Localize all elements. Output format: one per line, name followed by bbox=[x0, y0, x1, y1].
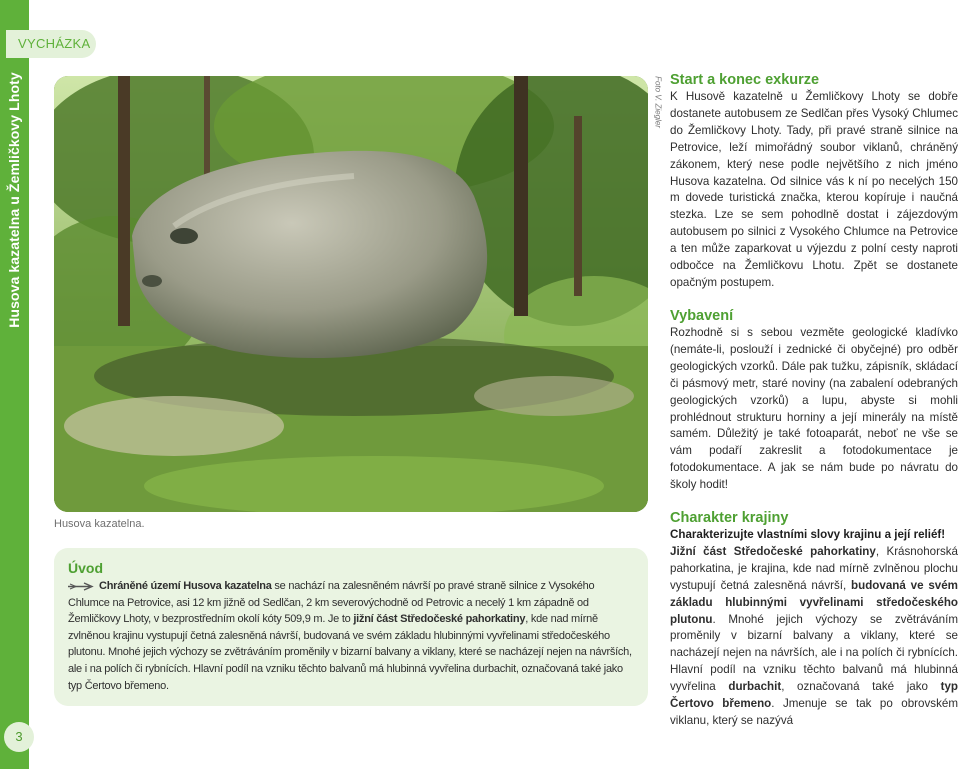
section-tab bbox=[6, 30, 96, 58]
page-number: 3 bbox=[4, 722, 34, 752]
intro-text-2: , kde nad mírně zvlněnou krajinu vystupují četná zalesněná návrší, budovaná ve svém základu hlubinnými vyvřelinami středočeského plutonu. Mnohé jejich výchozy se zvětráváním proměnily v bizarní balvany a viklany, které se nacházejí nejen na návrších, ale i na polích či rybnících. Hlavní podíl na vzniku těchto balvanů má hlubinná vyvřelina durbachit, označovaná také jako typ Čertovo břemeno. bbox=[68, 613, 632, 692]
start-title: Start a konec exkurze bbox=[670, 72, 820, 88]
side-title-text: Husova kazatelna u Žemličkovy Lhoty bbox=[6, 72, 22, 328]
landscape-bold-3: durbachit bbox=[728, 680, 782, 694]
photo-credit bbox=[652, 78, 664, 168]
section-tab-label: VYCHÁZKA bbox=[18, 36, 91, 51]
boulder-photo-illustration bbox=[54, 76, 648, 512]
intro-bold-1: Chráněné území Husova kazatelna bbox=[99, 580, 272, 592]
intro-text bbox=[68, 578, 636, 694]
photo-caption: Husova kazatelna. bbox=[54, 518, 145, 530]
landscape-bold-2: budovaná ve svém základu hlubinnými vyvřelinami středočeského plutonu bbox=[670, 578, 958, 626]
landscape-section bbox=[670, 510, 958, 730]
landscape-text-4: . Jmenuje se tak po obrovském viklanu, který se nazývá bbox=[670, 697, 958, 727]
intro-text-1: se nachází na zalesněném návrší po pravé straně silnice z Vysokého Chlumce na Petrovice, asi 12 km jižně od Sedlčan, 2 km severovýchodně od Petrovic a necelý 1 km západně od Žemličkovy Lhoty, v bezprostředním okolí kóty 509,9 m. Je to bbox=[68, 580, 595, 626]
start-section bbox=[670, 72, 958, 292]
landscape-text-2: . Mnohé jejich výchozy se zvětráváním proměnily v bizarní balvany a viklany, které se nacházejí nejen na návrších, ale i na polích či rybnících. Hlavní podíl na vzniku těchto balvanů má hlubinná vyvřelina bbox=[670, 612, 958, 694]
equipment-text: Rozhodně si s sebou vezměte geologické kladívko (nemáte-li, poslouží i zednické či obyčejné) pro odběr geologických vzorků. Dále pak tužku, zápisník, skládací či pásmový metr, staré noviny (na zabalení odebraných geologických vzorků) a lupu, abyste si mohli prohlédnout strukturu horniny a její minerály na místě samém. Důležitý je také fotoaparát, neboť ne vše se vám podaří zakreslit a fotodokumentace je fotodokumentace. A jak se nám bude po návratu do školy hodit! bbox=[670, 326, 958, 492]
landscape-title: Charakter krajiny bbox=[670, 510, 789, 526]
start-text: K Husově kazatelně u Žemličkovy Lhoty se dobře dostanete autobusem ze Sedlčan přes Vysoký Chlumec do Žemličkovy Lhoty. Tady, při pravé straně silnice na Petrovice, leží mimořádný soubor viklanů, chráněný zákonem, který nese podle největšího z nich jméno Husova kazatelna. Od silnice vás k ní po necelých 150 m dovede turistická značka, kterou kopíruje i naučná stezka. Lze se sem pohodlně dostat i zájezdovým autobusem po silnici z Vysokého Chlumce na Petrovice a ten může zaparkovat u výjezdu z polní cesty naproti odbočce na Žemličkovu Lhotu. Zpět se dostanete opačným postupem. bbox=[670, 90, 958, 289]
equipment-title: Vybavení bbox=[670, 308, 734, 324]
landscape-question: Charakterizujte vlastními slovy krajinu a její reliéf! bbox=[670, 528, 946, 541]
landscape-bold-1: Jižní část Středočeské pahorkatiny bbox=[670, 544, 876, 558]
intro-title: Úvod bbox=[68, 560, 103, 576]
intro-box bbox=[54, 548, 648, 706]
landscape-text bbox=[670, 544, 958, 730]
equipment-section bbox=[670, 308, 958, 494]
arrow-icon bbox=[68, 582, 96, 591]
boulder-photo bbox=[54, 76, 648, 512]
intro-bold-2: jižní část Středočeské pahorkatiny bbox=[353, 613, 526, 626]
photo-credit-text: Foto V. Ziegler bbox=[653, 76, 663, 128]
landscape-bold-4: typ Čertovo břemeno bbox=[670, 680, 958, 711]
landscape-text-1: , Krásnohorská pahorkatina, je krajina, kde nad mírně zvlněnou plochu vystupují četná zalesněná návrší, bbox=[670, 544, 958, 592]
landscape-text-3: , označovaná také jako bbox=[781, 680, 941, 694]
